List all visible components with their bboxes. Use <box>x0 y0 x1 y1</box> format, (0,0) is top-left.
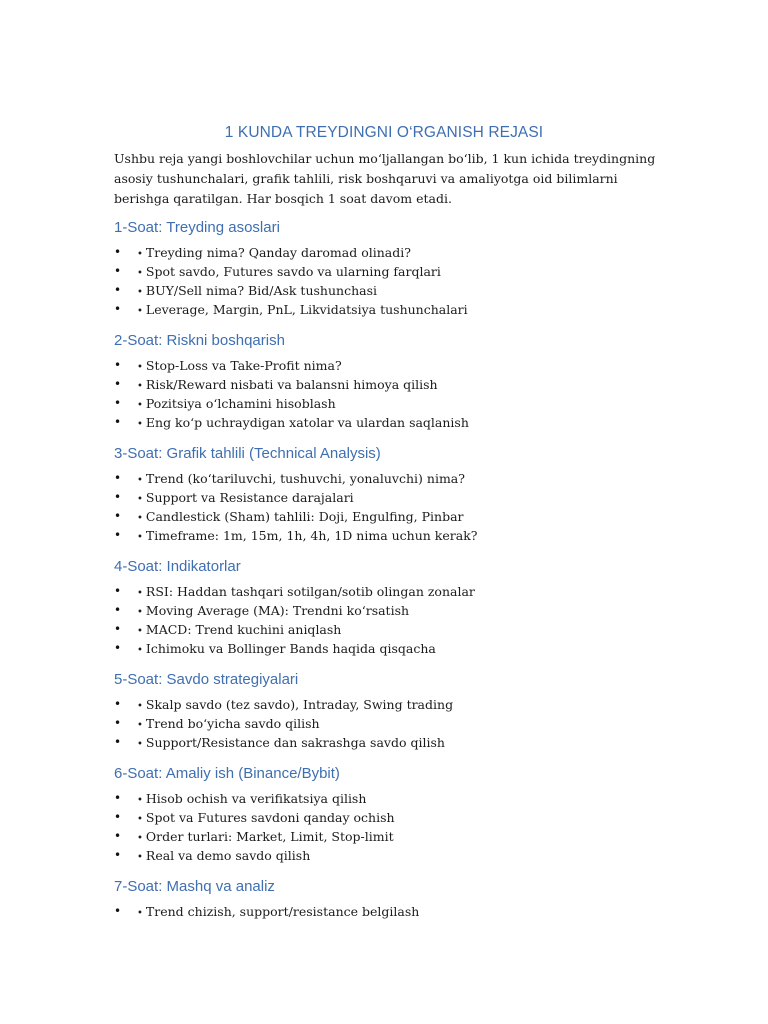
bullet-icon: • <box>114 603 122 617</box>
list-item-content <box>137 507 464 528</box>
inline-dot-icon: • <box>137 795 143 806</box>
section-heading: 5-Soat: Savdo strategiyalari <box>114 671 299 688</box>
list-item-content <box>137 375 438 396</box>
list-item <box>114 281 674 300</box>
inline-dot-icon: • <box>137 739 143 750</box>
list-item-text: Support va Resistance darajalari <box>145 490 354 505</box>
list-item-content <box>137 827 394 848</box>
inline-dot-icon: • <box>137 532 143 543</box>
list-item <box>114 526 674 545</box>
list-item <box>114 356 674 375</box>
section-3 <box>114 445 674 545</box>
list-item-content <box>137 808 395 829</box>
section-2 <box>114 332 674 432</box>
bullet-icon: • <box>114 528 122 542</box>
section-heading: 6-Soat: Amaliy ish (Binance/Bybit) <box>114 765 340 782</box>
inline-dot-icon: • <box>137 513 143 524</box>
bullet-icon: • <box>114 509 122 523</box>
list-item-content <box>137 526 477 547</box>
section-6 <box>114 765 674 865</box>
section-heading: 7-Soat: Mashq va analiz <box>114 878 275 895</box>
section-list <box>114 356 674 432</box>
list-item <box>114 714 674 733</box>
section-5 <box>114 671 674 752</box>
list-item <box>114 582 674 601</box>
bullet-icon: • <box>114 791 122 805</box>
list-item-content <box>137 639 436 660</box>
list-item <box>114 827 674 846</box>
section-7 <box>114 878 674 921</box>
list-item <box>114 601 674 620</box>
bullet-icon: • <box>114 584 122 598</box>
inline-dot-icon: • <box>137 701 143 712</box>
list-item-content <box>137 846 310 867</box>
bullet-icon: • <box>114 245 122 259</box>
list-item-text: Ichimoku va Bollinger Bands haqida qisqacha <box>145 641 436 656</box>
list-item-content <box>137 243 411 264</box>
bullet-icon: • <box>114 641 122 655</box>
bullet-icon: • <box>114 283 122 297</box>
list-item-content <box>137 300 468 321</box>
list-item-text: BUY/Sell nima? Bid/Ask tushunchasi <box>145 283 377 298</box>
bullet-icon: • <box>114 848 122 862</box>
list-item-content <box>137 413 469 434</box>
bullet-icon: • <box>114 377 122 391</box>
inline-dot-icon: • <box>137 249 143 260</box>
section-list <box>114 582 674 658</box>
bullet-icon: • <box>114 264 122 278</box>
list-item <box>114 846 674 865</box>
bullet-icon: • <box>114 716 122 730</box>
section-list <box>114 789 674 865</box>
list-item <box>114 639 674 658</box>
inline-dot-icon: • <box>137 607 143 618</box>
list-item-content <box>137 789 366 810</box>
inline-dot-icon: • <box>137 645 143 656</box>
list-item-text: MACD: Trend kuchini aniqlash <box>145 622 342 637</box>
bullet-icon: • <box>114 904 122 918</box>
list-item <box>114 413 674 432</box>
list-item-text: Spot va Futures savdoni qanday ochish <box>145 810 395 825</box>
list-item-text: Eng ko‘p uchraydigan xatolar va ulardan saqlanish <box>145 415 469 430</box>
section-list <box>114 902 674 921</box>
inline-dot-icon: • <box>137 381 143 392</box>
list-item-content <box>137 394 336 415</box>
inline-dot-icon: • <box>137 306 143 317</box>
list-item-text: Risk/Reward nisbati va balansni himoya qilish <box>145 377 438 392</box>
list-item-content <box>137 601 409 622</box>
list-item-text: Trend bo‘yicha savdo qilish <box>145 716 320 731</box>
inline-dot-icon: • <box>137 720 143 731</box>
list-item-text: Pozitsiya o‘lchamini hisoblash <box>145 396 336 411</box>
bullet-icon: • <box>114 810 122 824</box>
list-item-content <box>137 356 342 377</box>
inline-dot-icon: • <box>137 626 143 637</box>
bullet-icon: • <box>114 358 122 372</box>
intro-text: Ushbu reja yangi boshlovchilar uchun mo‘ljallangan bo‘lib, 1 kun ichida treydingning asosiy tushunchalari, grafik tahlili, risk boshqaruvi va amaliyotga oid bilimlarni berishga qaratilgan. Har bosqich 1 soat davom etadi. <box>114 151 656 206</box>
list-item-text: Timeframe: 1m, 15m, 1h, 4h, 1D nima uchun kerak? <box>145 528 478 543</box>
list-item-text: Spot savdo, Futures savdo va ularning farqlari <box>145 264 441 279</box>
section-4 <box>114 558 674 658</box>
list-item-content <box>137 733 445 754</box>
inline-dot-icon: • <box>137 362 143 373</box>
section-list <box>114 243 674 319</box>
list-item <box>114 507 674 526</box>
list-item-text: Trend chizish, support/resistance belgilash <box>145 904 420 919</box>
list-item-content <box>137 695 453 716</box>
section-list <box>114 469 674 545</box>
document-title: 1 KUNDA TREYDINGNI O‘RGANISH REJASI <box>224 124 544 141</box>
bullet-icon: • <box>114 697 122 711</box>
inline-dot-icon: • <box>137 852 143 863</box>
list-item-text: Trend (ko‘tariluvchi, tushuvchi, yonaluvchi) nima? <box>145 471 465 486</box>
inline-dot-icon: • <box>137 588 143 599</box>
bullet-icon: • <box>114 302 122 316</box>
bullet-icon: • <box>114 415 122 429</box>
inline-dot-icon: • <box>137 268 143 279</box>
list-item-text: Real va demo savdo qilish <box>145 848 311 863</box>
list-item-text: Skalp savdo (tez savdo), Intraday, Swing trading <box>145 697 454 712</box>
list-item-text: Order turlari: Market, Limit, Stop-limit <box>145 829 394 844</box>
section-heading: 3-Soat: Grafik tahlili (Technical Analysis) <box>114 445 381 462</box>
inline-dot-icon: • <box>137 494 143 505</box>
section-list <box>114 695 674 752</box>
list-item-text: Treyding nima? Qanday daromad olinadi? <box>145 245 411 260</box>
list-item-content <box>137 469 465 490</box>
inline-dot-icon: • <box>137 908 143 919</box>
list-item-content <box>137 488 354 509</box>
bullet-icon: • <box>114 396 122 410</box>
list-item-text: Support/Resistance dan sakrashga savdo qilish <box>145 735 445 750</box>
list-item-text: Leverage, Margin, PnL, Likvidatsiya tushunchalari <box>145 302 468 317</box>
list-item-content <box>137 582 475 603</box>
list-item <box>114 620 674 639</box>
list-item-content <box>137 714 320 735</box>
list-item <box>114 375 674 394</box>
inline-dot-icon: • <box>137 419 143 430</box>
bullet-icon: • <box>114 490 122 504</box>
list-item-content <box>137 281 377 302</box>
inline-dot-icon: • <box>137 814 143 825</box>
inline-dot-icon: • <box>137 287 143 298</box>
section-1 <box>114 219 674 319</box>
inline-dot-icon: • <box>137 400 143 411</box>
bullet-icon: • <box>114 735 122 749</box>
list-item-text: Moving Average (MA): Trendni ko‘rsatish <box>145 603 410 618</box>
list-item <box>114 243 674 262</box>
section-heading: 2-Soat: Riskni boshqarish <box>114 332 285 349</box>
list-item-text: Hisob ochish va verifikatsiya qilish <box>145 791 367 806</box>
list-item-text: RSI: Haddan tashqari sotilgan/sotib olingan zonalar <box>145 584 475 599</box>
list-item <box>114 733 674 752</box>
list-item <box>114 808 674 827</box>
intro-paragraph <box>114 149 674 209</box>
list-item <box>114 695 674 714</box>
list-item <box>114 262 674 281</box>
list-item <box>114 789 674 808</box>
list-item-content <box>137 262 441 283</box>
bullet-icon: • <box>114 622 122 636</box>
bullet-icon: • <box>114 471 122 485</box>
inline-dot-icon: • <box>137 475 143 486</box>
inline-dot-icon: • <box>137 833 143 844</box>
section-heading: 1-Soat: Treyding asoslari <box>114 219 280 236</box>
list-item <box>114 394 674 413</box>
list-item <box>114 488 674 507</box>
list-item-text: Stop-Loss va Take-Profit nima? <box>145 358 342 373</box>
bullet-icon: • <box>114 829 122 843</box>
list-item <box>114 469 674 488</box>
list-item-content <box>137 620 341 641</box>
list-item-text: Candlestick (Sham) tahlili: Doji, Engulfing, Pinbar <box>145 509 464 524</box>
list-item <box>114 902 674 921</box>
section-heading: 4-Soat: Indikatorlar <box>114 558 241 575</box>
list-item <box>114 300 674 319</box>
list-item-content <box>137 902 419 923</box>
